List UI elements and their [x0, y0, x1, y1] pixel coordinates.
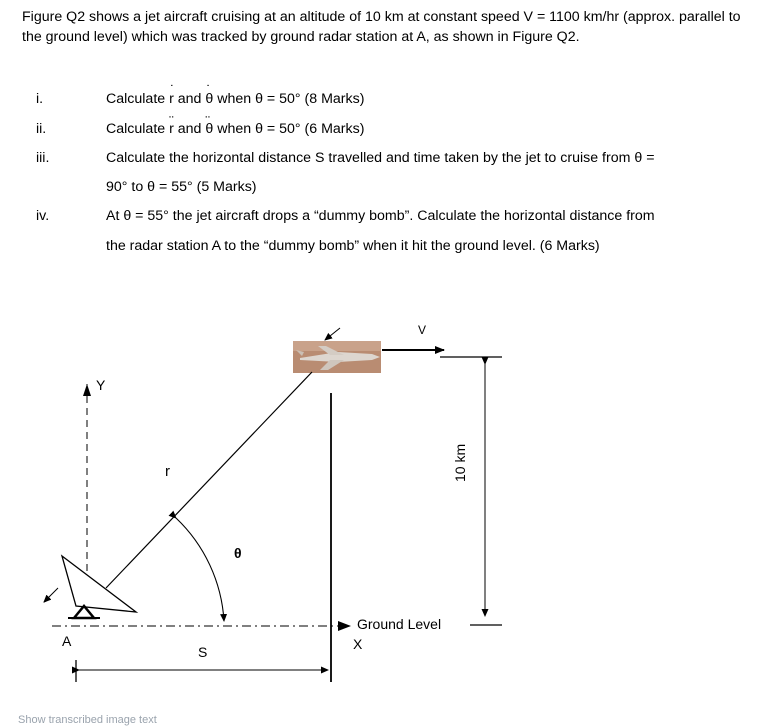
- ground-axis-arrowhead: [338, 621, 351, 631]
- question-1-number: i.: [36, 91, 44, 107]
- y-axis-arrowhead: [83, 384, 91, 396]
- ground-level-label: Ground Level: [357, 616, 442, 632]
- question-2-text: Calculate r ¨ and θ ¨ when θ = 50° (6 Marks): [106, 120, 364, 138]
- question-1-text: Calculate r ˙ and θ ˙ when θ = 50° (8 Marks): [106, 90, 364, 108]
- question-4-number: iv.: [36, 208, 50, 224]
- x-axis-label: X: [353, 636, 363, 652]
- distance-s-label: S: [198, 644, 208, 660]
- r-direction-arrow: [325, 328, 340, 340]
- y-axis-label: Y: [96, 377, 106, 393]
- r-line: [106, 372, 312, 588]
- jet-aircraft-image: [293, 341, 381, 373]
- theta-arc: [176, 518, 224, 621]
- height-label: 10 km: [452, 443, 468, 482]
- question-4-line2: the radar station A to the “dummy bomb” when it hit the ground level. (6 Marks): [106, 238, 600, 254]
- question-2-number: ii.: [36, 121, 47, 137]
- question-3-line1: Calculate the horizontal distance S travelled and time taken by the jet to cruise from θ =: [106, 150, 655, 166]
- problem-intro: Figure Q2 shows a jet aircraft cruising at an altitude of 10 km at constant speed V = 1100 km/hr (approx. parallel to the ground level) which was tracked by ground radar station at A, as shown in Figure Q2.: [22, 9, 741, 45]
- show-transcribed-text-link[interactable]: Show transcribed image text: [18, 714, 157, 726]
- question-3-number: iii.: [36, 150, 50, 166]
- question-4-line1: At θ = 55° the jet aircraft drops a “dummy bomb”. Calculate the horizontal distance from: [106, 208, 655, 224]
- theta-label: θ: [234, 545, 242, 561]
- radar-station-icon: [44, 556, 136, 618]
- velocity-label: V: [418, 323, 427, 337]
- question-3-line2: 90° to θ = 55° (5 Marks): [106, 179, 257, 195]
- r-label: r: [165, 463, 170, 480]
- station-a-label: A: [62, 633, 72, 649]
